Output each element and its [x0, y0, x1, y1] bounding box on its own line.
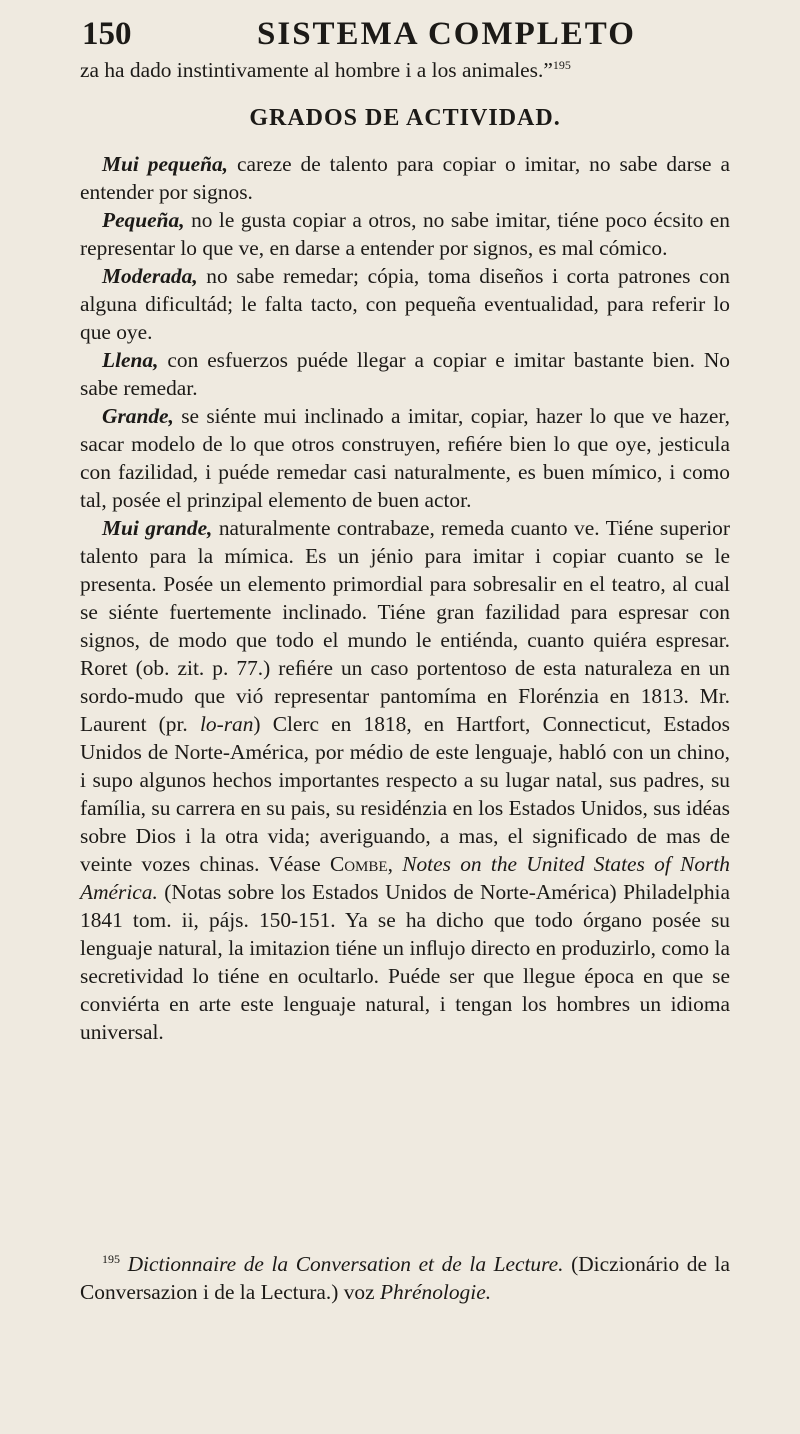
grade-text-final: (Notas sobre los Estados Unidos de Norte-América) Philadelphia 1841 tom. ii, pájs. 150-151. Ya se ha dicho que todo órgano posée su lenguaje natural, la imitazion tiéne un inﬂujo directo en produzirlo, como la secretividad lo tiéne en ocultarlo. Puéde ser que llegue época en que se conviérta en arte este lenguaje natural, i tengan los hombres un idioma universal. — [80, 880, 730, 1044]
footnote-reference: 195 — [552, 57, 571, 72]
grade-term: Moderada, — [102, 264, 198, 288]
grade-text: con esfuerzos puéde llegar a copiar e imitar bastante bien. No sabe remedar. — [80, 348, 730, 400]
grade-text: se siénte mui inclinado a imitar, copiar, hazer lo que ve hazer, sacar modelo de lo que otros construyen, reﬁére bien lo que oye, jesticula con fazilidad, i puéde remedar casi naturalmente, es buen mímico, i como tal, posée el prinzipal elemento de buen actor. — [80, 404, 730, 512]
footnote — [80, 1250, 730, 1306]
grade-text: no sabe remedar; cópia, toma diseños i corta patrones con alguna dificultád; le falta tacto, con pequeña eventualidad, para referir lo que oye. — [80, 264, 730, 344]
grade-term: Grande, — [102, 404, 174, 428]
grade-text: careze de talento para copiar o imitar, no sabe darse a entender por signos. — [80, 152, 730, 204]
grade-paragraph — [80, 150, 730, 206]
cited-book-title: Notes on the United States of North América. — [80, 852, 730, 904]
page-header — [82, 14, 722, 54]
grade-paragraph — [80, 346, 730, 402]
grade-paragraph-mui-grande — [80, 514, 730, 1046]
page-body — [80, 56, 730, 1046]
grade-term: Pequeña, — [102, 208, 185, 232]
footnote-term: Phrénologie. — [379, 1280, 492, 1304]
cited-author: Combe — [329, 852, 388, 876]
pronunciation-note: lo-ran — [199, 712, 254, 736]
grade-term: Mui pequeña, — [102, 152, 229, 176]
grade-text: no le gusta copiar a otros, no sabe imitar, tiéne poco écsito en representar lo que ve, en darse a entender por signos, es mal cómico. — [80, 208, 730, 260]
footnote-number: 195 — [102, 1251, 120, 1266]
opening-paragraph — [80, 56, 730, 84]
grade-term: Mui grande, — [102, 516, 213, 540]
page-number: 150 — [82, 16, 132, 52]
footnote-title: Dictionnaire de la Conversation et de la Lecture. — [127, 1252, 564, 1276]
grade-text-continued: ) Clerc en 1818, en Hartfort, Connecticut, Estados Unidos de Norte-América, por médio de este lenguaje, habló con un chino, i supo algunos hechos importantes respecto a su lugar natal, sus padres, su família, su carrera en su pais, su residénzia en los Estados Unidos, sus idéas sobre Dios i la otra vida; averiguando, a mas, el significado de mas de veinte vozes chinas. Véase — [80, 712, 730, 876]
section-heading: GRADOS DE ACTIVIDAD. — [249, 105, 561, 131]
opening-text: za ha dado instintivamente al hombre i a los animales.” — [80, 58, 553, 82]
grade-paragraph — [80, 206, 730, 262]
grade-paragraph — [80, 402, 730, 514]
grade-term: Llena, — [102, 348, 159, 372]
footnote-text: (Diczionário de la Conversazion i de la Lectura.) voz — [80, 1252, 730, 1304]
grade-paragraph — [80, 262, 730, 346]
footnote-paragraph — [80, 1250, 730, 1306]
running-title: SISTEMA COMPLETO — [257, 16, 636, 52]
grade-text: naturalmente contrabaze, remeda cuanto ve. Tiéne superior talento para la mímica. Es un jénio para imitar i copiar cuanto se le presenta. Posée un elemento primordial para sobresalir en el teatro, al cual se siénte fuertemente inclinado. Tiéne gran fazilidad para espresar con signos, de modo que todo el mundo le entiénda, cuanto quiéra espresar. Roret (ob. zit. p. 77.) reﬁére un caso portentoso de esta naturaleza en un sordo-mudo que vió representar pantomíma en Florénzia en 1813. Mr. Laurent (pr. — [80, 516, 731, 736]
separator-text: , — [387, 852, 403, 876]
